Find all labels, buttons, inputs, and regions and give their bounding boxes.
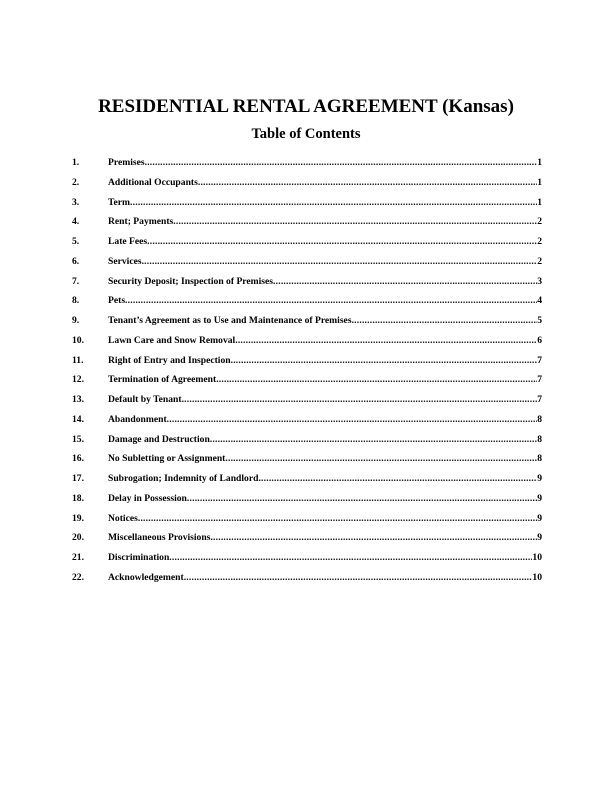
toc-entry-page: 1 — [537, 176, 542, 188]
toc-leader-dots — [167, 414, 538, 426]
toc-entry-label[interactable]: Additional Occupants — [108, 176, 198, 188]
toc-entry[interactable] — [72, 216, 542, 236]
toc-entry[interactable] — [72, 532, 542, 552]
toc-entry[interactable] — [72, 197, 542, 217]
toc-leader-dots — [138, 513, 537, 525]
toc-entry-label[interactable]: Premises — [108, 157, 145, 168]
toc-leader-dots — [210, 434, 537, 446]
toc-entry-label[interactable]: Right of Entry and Inspection — [108, 354, 231, 366]
toc-entry-page: 2 — [537, 255, 542, 267]
toc-entry-label[interactable]: Late Fees — [108, 236, 148, 247]
toc-entry[interactable] — [72, 374, 542, 394]
toc-entry-page: 9 — [537, 492, 542, 504]
toc-entry-label[interactable]: Termination of Agreement — [108, 374, 217, 386]
toc-entry[interactable] — [72, 315, 542, 335]
toc-entry[interactable] — [72, 453, 542, 473]
toc-entry-number: 15. — [72, 433, 84, 445]
toc-entry-number: 11. — [72, 354, 84, 366]
toc-entry-page: 8 — [537, 433, 542, 445]
toc-entry-label[interactable]: Rent; Payments — [108, 216, 174, 228]
toc-leader-dots — [235, 335, 537, 347]
toc-leader-dots — [184, 572, 533, 584]
toc-entry-page: 1 — [537, 157, 542, 168]
toc-leader-dots — [231, 355, 538, 367]
toc-entry[interactable] — [72, 355, 542, 375]
toc-entry[interactable] — [72, 552, 542, 572]
toc-leader-dots — [147, 236, 537, 248]
toc-entry-label[interactable]: No Subletting or Assignment — [108, 453, 226, 465]
toc-entry[interactable] — [72, 434, 542, 454]
toc-entry-label[interactable]: Discrimination — [108, 552, 170, 563]
toc-entry-label[interactable]: Damage and Destruction — [108, 433, 210, 445]
toc-entry[interactable] — [72, 513, 542, 533]
toc-entry-number: 2. — [72, 176, 80, 188]
toc-entry-number: 13. — [72, 394, 84, 405]
document-title: RESIDENTIAL RENTAL AGREEMENT (Kansas) — [98, 96, 514, 117]
toc-entry[interactable] — [72, 414, 542, 434]
toc-entry-page: 7 — [537, 354, 542, 366]
toc-entry-page: 9 — [537, 532, 542, 544]
toc-entry-label[interactable]: Security Deposit; Inspection of Premises — [108, 275, 274, 287]
toc-entry[interactable] — [72, 276, 542, 296]
toc-entry-page: 6 — [537, 334, 542, 346]
toc-entry-number: 8. — [72, 295, 80, 307]
toc-entry-number: 3. — [72, 196, 80, 208]
toc-entry-number: 18. — [72, 492, 84, 504]
toc-entry[interactable] — [72, 473, 542, 493]
toc-leader-dots — [142, 256, 538, 268]
toc-entry-label[interactable]: Tenant’s Agreement as to Use and Maintenance of Premises — [108, 315, 352, 326]
toc-entry-label[interactable]: Lawn Care and Snow Removal — [108, 334, 236, 346]
toc-leader-dots — [198, 177, 537, 189]
toc-entry-page: 9 — [537, 512, 542, 524]
toc-entry-page: 7 — [537, 394, 542, 405]
toc-leader-dots — [216, 374, 537, 386]
toc-entry-page: 8 — [537, 453, 542, 465]
toc-entry-number: 10. — [72, 334, 84, 346]
toc-entry-page: 10 — [532, 552, 542, 563]
toc-entry-label[interactable]: Notices — [108, 512, 138, 524]
toc-entry-number: 14. — [72, 413, 84, 425]
toc-leader-dots — [210, 532, 537, 544]
toc-entry-label[interactable]: Services — [108, 255, 142, 267]
toc-entry-number: 17. — [72, 473, 84, 484]
toc-entry-number: 16. — [72, 453, 84, 465]
toc-entry-page: 2 — [537, 216, 542, 228]
toc-entry[interactable] — [72, 335, 542, 355]
toc-leader-dots — [273, 276, 537, 288]
toc-entry-page: 10 — [532, 571, 542, 583]
toc-entry-page: 7 — [537, 374, 542, 386]
toc-entry-label[interactable]: Delay in Possession — [108, 492, 187, 504]
toc-entry-number: 22. — [72, 571, 84, 583]
table-of-contents — [72, 157, 542, 592]
toc-leader-dots — [169, 552, 532, 564]
toc-entry-label[interactable]: Pets — [108, 295, 126, 307]
toc-entry-label[interactable]: Acknowledgement — [108, 571, 184, 583]
toc-entry-number: 7. — [72, 275, 80, 287]
toc-entry-number: 19. — [72, 512, 84, 524]
toc-entry[interactable] — [72, 572, 542, 592]
toc-entry-label[interactable]: Miscellaneous Provisions — [108, 532, 211, 544]
toc-leader-dots — [352, 315, 538, 327]
toc-leader-dots — [173, 216, 537, 228]
toc-leader-dots — [225, 453, 537, 465]
toc-entry[interactable] — [72, 256, 542, 276]
toc-leader-dots — [130, 197, 537, 209]
toc-leader-dots — [145, 157, 538, 169]
toc-entry-page: 2 — [537, 236, 542, 247]
toc-leader-dots — [187, 493, 537, 505]
toc-entry-label[interactable]: Term — [108, 196, 131, 208]
toc-leader-dots — [182, 394, 538, 406]
toc-heading: Table of Contents — [251, 126, 361, 142]
toc-entry-number: 20. — [72, 532, 84, 544]
toc-entry[interactable] — [72, 295, 542, 315]
toc-entry-number: 21. — [72, 552, 84, 563]
toc-entry[interactable] — [72, 157, 542, 177]
toc-entry-page: 1 — [537, 196, 542, 208]
toc-entry[interactable] — [72, 394, 542, 414]
toc-entry-number: 1. — [72, 157, 80, 168]
toc-leader-dots — [258, 473, 537, 485]
toc-entry-number: 6. — [72, 255, 80, 267]
toc-entry[interactable] — [72, 493, 542, 513]
toc-entry-page: 3 — [537, 275, 542, 287]
toc-entry-page: 4 — [537, 295, 542, 307]
toc-leader-dots — [125, 295, 537, 307]
toc-entry[interactable] — [72, 236, 542, 256]
toc-entry-label[interactable]: Default by Tenant — [108, 394, 182, 405]
toc-entry-label[interactable]: Subrogation; Indemnity of Landlord — [108, 473, 259, 484]
toc-entry-page: 8 — [537, 413, 542, 425]
toc-entry[interactable] — [72, 177, 542, 197]
toc-entry-number: 12. — [72, 374, 84, 386]
toc-entry-label[interactable]: Abandonment — [108, 413, 167, 425]
toc-entry-page: 9 — [537, 473, 542, 484]
toc-entry-number: 4. — [72, 216, 80, 228]
toc-entry-page: 5 — [537, 315, 542, 326]
toc-entry-number: 5. — [72, 236, 80, 247]
toc-entry-number: 9. — [72, 315, 80, 326]
